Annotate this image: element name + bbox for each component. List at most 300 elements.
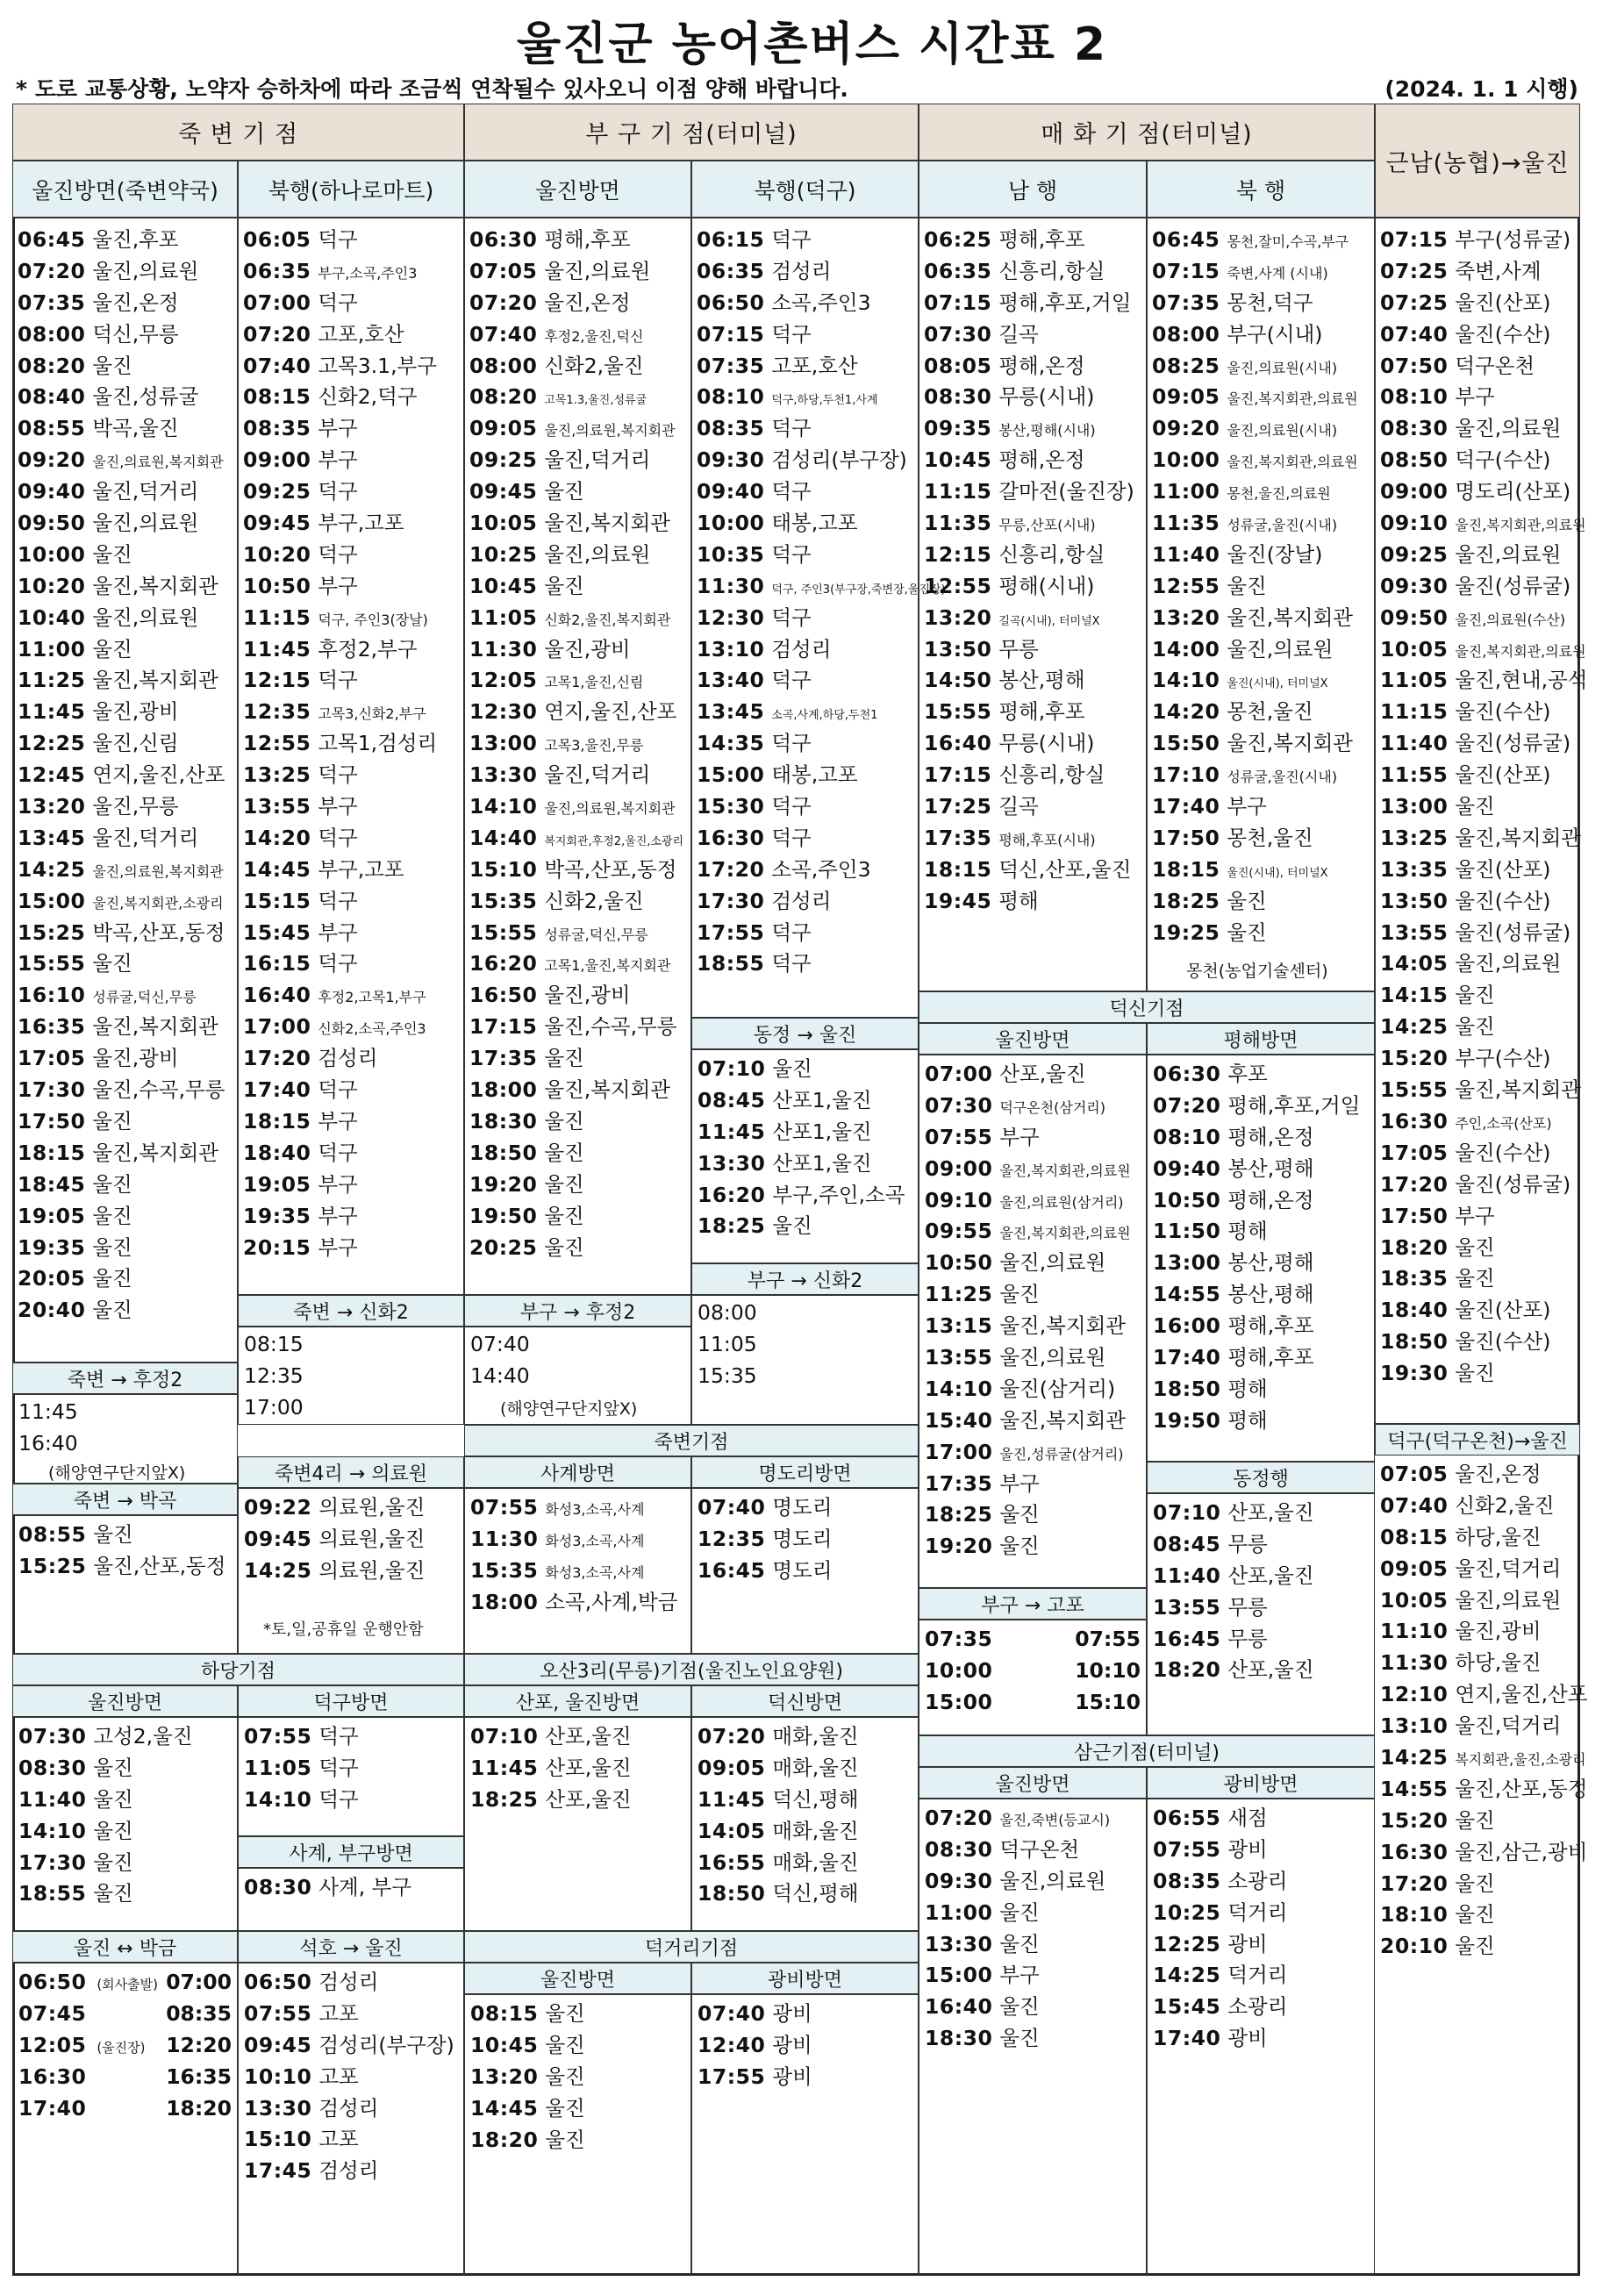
header-hadang-deokgu: 덕구방면	[238, 1685, 464, 1717]
destinations: 울진,복지회관	[1455, 825, 1581, 850]
timetable-row	[18, 2062, 239, 2093]
timetable-row	[1380, 1138, 1580, 1169]
destinations: 부구	[318, 416, 358, 441]
destinations: 고목3.1,부구	[318, 353, 437, 378]
timetable-row	[1153, 1279, 1376, 1311]
departure-time: 14:50	[924, 668, 992, 693]
departure-time: 08:30	[244, 1875, 312, 1899]
departure-time: 07:20	[243, 321, 311, 347]
timetable-row	[243, 445, 464, 476]
departure-time: 10:05	[469, 511, 538, 536]
destinations: 울진	[1455, 794, 1495, 819]
destinations: 울진,덕거리	[544, 762, 651, 788]
timetable-row	[698, 2062, 919, 2093]
header-hadang-sagye: 사계, 부구방면	[238, 1836, 464, 1868]
destinations: 소광리	[1227, 1994, 1288, 2020]
departure-time: 11:10	[1380, 1619, 1449, 1644]
departure-time: 19:30	[1380, 1361, 1449, 1386]
timetable-row	[18, 823, 238, 855]
timetable-row	[1380, 1554, 1580, 1585]
departure-time: 15:35	[469, 888, 538, 913]
timetable-row	[925, 1835, 1148, 1866]
header-jukbyeon: 죽 변 기 점	[12, 104, 464, 161]
departure-time: 14:20	[243, 825, 311, 850]
departure-time: 08:20	[18, 353, 86, 378]
timetable-row	[18, 1263, 238, 1295]
destinations: 울진	[999, 1534, 1040, 1559]
timetable-row	[18, 351, 238, 383]
departure-time: 12:45	[18, 762, 86, 788]
timetable-row	[1153, 1898, 1376, 1929]
timetable-row	[925, 1929, 1148, 1961]
departure-time: 14:10	[925, 1376, 993, 1401]
destinations: 고목3,울진,무릉	[544, 737, 644, 755]
departure-time: 09:20	[1152, 416, 1220, 441]
departure-time: 08:30	[925, 1836, 993, 1862]
timetable-row	[243, 918, 464, 949]
departure-time: 13:50	[1380, 888, 1449, 913]
destinations: 울진	[544, 1203, 584, 1228]
timetable-row	[1153, 1342, 1376, 1374]
arrival-time: 07:55	[1075, 1627, 1141, 1651]
destinations: 울진,복지회관	[92, 1014, 218, 1040]
timetable-row	[243, 823, 464, 855]
destinations: 평해,후포	[998, 699, 1085, 725]
timetable-row	[469, 1012, 691, 1043]
timetable-row	[469, 1201, 691, 1233]
departure-time: 17:50	[1152, 825, 1220, 850]
departure-time: 08:35	[697, 416, 765, 441]
departure-time: 14:25	[1380, 1014, 1449, 1040]
timetable-row	[698, 1148, 919, 1180]
departure-time: 07:55	[925, 1124, 993, 1149]
departure-time: 16:40	[925, 1994, 993, 2020]
departure-time: 13:35	[1380, 856, 1449, 882]
route-note: (울진장)	[97, 2039, 146, 2056]
timetable-row	[1153, 2023, 1376, 2055]
departure-time: 19:35	[243, 1203, 311, 1228]
departure-time: 09:25	[243, 479, 311, 504]
destinations: 울진,신림	[92, 731, 179, 756]
destinations: 평해	[1227, 1376, 1268, 1401]
departure-time: 13:30	[698, 1150, 766, 1176]
departure-time: 09:20	[18, 447, 86, 473]
timetable-row	[243, 288, 464, 319]
departure-time: 13:20	[924, 604, 992, 630]
destinations: 울진(성류굴)	[1455, 1171, 1571, 1197]
departure-time: 07:10	[1153, 1500, 1221, 1525]
timetable-row	[1152, 256, 1375, 288]
destinations: 검성리(부구장)	[771, 447, 907, 473]
departure-time: 10:00	[925, 1657, 993, 1683]
departure-time: 16:20	[469, 951, 538, 976]
destinations: 부구(수산)	[1455, 1046, 1551, 1071]
destinations: 고포,호산	[318, 321, 404, 347]
departure-time: 20:10	[1380, 1934, 1449, 1959]
departure-time: 12:15	[924, 541, 992, 567]
timetable-row	[470, 2125, 692, 2157]
timetable-row	[18, 1753, 239, 1785]
departure-time: 17:00	[925, 1439, 993, 1464]
timetable-row	[469, 508, 691, 540]
destinations: 박곡,산포,동정	[92, 919, 225, 945]
departure-time: 14:15	[1380, 983, 1449, 1008]
departure-time: 12:55	[924, 573, 992, 598]
timetable-row	[925, 1342, 1148, 1374]
timetable-row	[1152, 697, 1375, 728]
destinations: 새점	[1227, 1806, 1268, 1830]
departure-time: 17:40	[1153, 1345, 1221, 1370]
timetable-row	[18, 1878, 239, 1910]
departure-time: 07:55	[470, 1495, 539, 1520]
destinations: 울진	[544, 1108, 584, 1134]
destinations: 고목1,울진,복지회관	[544, 957, 671, 975]
departure-time: 15:00	[925, 1689, 993, 1714]
destinations: 울진,복지회관	[1227, 731, 1353, 756]
destinations: 울진,복지회관,소광리	[92, 894, 224, 912]
destinations: 덕구	[771, 794, 812, 819]
timetable-row	[925, 1960, 1148, 1992]
timetable-row	[924, 288, 1147, 319]
timetable-row	[1380, 508, 1586, 540]
timetable-row	[469, 728, 691, 760]
timetable-row	[697, 855, 919, 886]
departure-time: 07:10	[698, 1056, 766, 1081]
departure-time: 09:25	[1380, 541, 1449, 567]
departure-time: 09:05	[698, 1755, 766, 1780]
timetable-row	[698, 1848, 919, 1879]
departure-time: 16:35	[18, 1014, 86, 1040]
timetable-row	[243, 1169, 464, 1201]
destinations: 고목1,울진,신림	[544, 674, 644, 691]
departure-time: 06:50	[18, 1970, 87, 1994]
header-deoksin-pyeonghae: 평해방면	[1147, 1023, 1375, 1055]
departure-time: 15:00	[18, 888, 86, 913]
destinations: 부구	[1455, 384, 1495, 410]
departure-time: 18:25	[925, 1502, 993, 1527]
timetable-row	[1380, 1806, 1580, 1837]
box-jb4	[238, 1488, 464, 1654]
departure-time: 17:15	[469, 1014, 538, 1040]
timetable-row	[924, 445, 1147, 476]
departure-time: 11:25	[925, 1282, 993, 1307]
destinations: 덕구	[771, 919, 812, 945]
departure-time: 07:30	[925, 1092, 993, 1118]
destinations: 울진	[1455, 1014, 1495, 1040]
timetable-row	[925, 1216, 1148, 1248]
departure-time: 11:00	[18, 636, 86, 662]
list-bakgeum	[13, 1963, 239, 2124]
destinations: 고목1.3,울진,성류굴	[544, 394, 647, 408]
timetable-row	[18, 288, 238, 319]
departure-time: 15:25	[18, 919, 86, 945]
departure-time: 16:40	[924, 731, 992, 756]
destinations: 덕구, 주인3(장날)	[318, 611, 428, 628]
destinations: 고목1,검성리	[318, 731, 438, 756]
timetable-row	[697, 225, 919, 256]
timetable-row	[244, 2156, 465, 2187]
timetable-row	[243, 886, 464, 918]
timetable-row	[697, 288, 919, 319]
departure-time: 11:35	[924, 511, 992, 536]
header-deoksin-uljin: 울진방면	[919, 1023, 1147, 1055]
destinations: 덕구,하당,두천1,사계	[771, 394, 878, 408]
timetable-row	[1380, 665, 1588, 697]
departure-time: 06:35	[243, 258, 311, 283]
departure-time: 12:35	[698, 1526, 766, 1551]
destinations: 매화,울진	[772, 1724, 859, 1749]
departure-time: 14:55	[1153, 1282, 1221, 1307]
destinations: 울진,광비	[92, 699, 179, 725]
timetable-row	[925, 1311, 1148, 1342]
departure-time: 19:50	[469, 1203, 538, 1228]
destinations: 성류굴,울진(시내)	[1227, 769, 1338, 786]
timetable-row	[924, 476, 1147, 508]
destinations: 울진	[772, 1213, 812, 1239]
timetable-row	[698, 1878, 919, 1910]
box-bugu-gopo	[919, 1620, 1147, 1735]
timetable-row	[698, 1721, 919, 1753]
destinations: 신흥리,항실	[998, 762, 1105, 788]
time-cell: 12:35	[244, 1363, 304, 1388]
header-osan-deoksin: 덕신방면	[691, 1685, 919, 1717]
timetable-row	[1380, 603, 1580, 634]
destinations: 평해,온정	[998, 353, 1085, 378]
timetable-row	[1152, 665, 1375, 697]
timetable-row	[1153, 1374, 1376, 1405]
departure-time: 13:20	[470, 2064, 539, 2089]
destinations: 평해(시내)	[998, 573, 1095, 598]
destinations: 고포,호산	[771, 353, 858, 378]
timetable-row	[1153, 1185, 1376, 1217]
departure-time: 20:05	[18, 1266, 86, 1291]
destinations: 울진(수산)	[1455, 888, 1551, 913]
box-osan-deoksin	[691, 1717, 919, 1931]
timetable-row	[925, 1279, 1148, 1311]
departure-time: 17:40	[18, 2095, 87, 2121]
destinations: 신흥리,항실	[998, 258, 1105, 283]
destinations: 울진,의료원	[1227, 636, 1334, 662]
timetable-row	[18, 886, 238, 918]
timetable-row	[1380, 382, 1580, 413]
destinations: 울진,죽변(등교시)	[999, 1812, 1111, 1828]
departure-time: 08:35	[1153, 1868, 1221, 1893]
departure-time: 17:35	[924, 825, 992, 850]
destinations: 울진(장날)	[1227, 541, 1323, 567]
header-bg-hujeong2: 부구 → 후정2	[464, 1295, 691, 1327]
list-bugu-gopo	[919, 1620, 1148, 1719]
destinations: 평해,후포	[1227, 1345, 1314, 1370]
destinations: 울진,광비	[544, 983, 631, 1008]
timetable-row	[1153, 1216, 1376, 1248]
destinations: 울진	[92, 1108, 132, 1134]
destinations: 몽천,덕구	[1227, 290, 1313, 315]
departure-time: 14:05	[1380, 951, 1449, 976]
timetable-row	[1380, 1522, 1580, 1554]
timetable-row	[1153, 1154, 1376, 1185]
departure-time: 08:55	[18, 416, 86, 441]
destinations: 화성3,소곡,사계	[545, 1532, 645, 1549]
header-samgeun: 삼근기점(터미널)	[919, 1735, 1375, 1767]
destinations: 울진,복지회관	[544, 511, 670, 536]
timetable-row	[925, 1248, 1148, 1279]
timetable-row	[18, 2093, 239, 2125]
destinations: 울진	[544, 1234, 584, 1260]
destinations: 소광리	[1227, 1868, 1288, 1893]
destinations: 울진,복지회관,의료원	[1227, 454, 1358, 471]
time-cell: 11:05	[698, 1332, 757, 1356]
departure-time: 11:30	[1380, 1650, 1449, 1676]
departure-time: 06:45	[1152, 227, 1220, 252]
departure-time: 07:35	[925, 1627, 993, 1651]
destinations: 울진(산포)	[1455, 290, 1551, 315]
timetable-row	[18, 980, 238, 1012]
departure-time: 10:45	[924, 447, 992, 473]
timetable-row	[1152, 351, 1375, 383]
destinations: 부구	[318, 1234, 358, 1260]
list-hadang-uljin	[13, 1718, 239, 1910]
departure-time: 17:10	[1152, 762, 1220, 788]
destinations: 연지,울진,산포	[1455, 1682, 1588, 1707]
destinations: 검성리	[771, 258, 832, 283]
destinations: 신화2,소곡,주인3	[318, 1020, 426, 1038]
timetable-row	[1380, 918, 1580, 949]
departure-time: 12:10	[1380, 1682, 1449, 1707]
destinations: 울진	[93, 1522, 133, 1547]
header-hadang: 하당기점	[12, 1654, 464, 1685]
timetable-row	[244, 2030, 465, 2062]
destinations: 울진,후포	[92, 227, 179, 252]
destinations: 평해,온정	[998, 447, 1085, 473]
departure-time: 18:35	[1380, 1266, 1449, 1291]
departure-time: 06:30	[469, 227, 538, 252]
destinations: 울진	[544, 1171, 584, 1197]
departure-time: 09:00	[243, 447, 311, 473]
departure-time: 13:25	[1380, 825, 1449, 850]
timetable-row	[697, 508, 919, 540]
header-deokgeori-gwangbi: 광비방면	[691, 1963, 919, 1994]
departure-time: 08:15	[1380, 1524, 1449, 1549]
timetable-row	[18, 1816, 239, 1848]
timetable-row	[1380, 413, 1580, 445]
destinations: 울진,의료원	[92, 511, 199, 536]
header-myeongdo: 명도리방면	[691, 1456, 919, 1488]
departure-time: 07:55	[244, 2000, 312, 2026]
destinations: 울진,의료원(삼거리)	[999, 1193, 1124, 1211]
timetable-row	[1380, 728, 1580, 760]
departure-time: 12:55	[243, 731, 311, 756]
time-cell: 16:40	[18, 1431, 78, 1456]
timetable-row	[1153, 1866, 1376, 1898]
destinations: 갈마전(울진장)	[998, 479, 1134, 504]
list-osan-sanpo	[465, 1718, 692, 1816]
destinations: 부구	[318, 794, 358, 819]
header-deokgeori: 덕거리기점	[464, 1931, 919, 1963]
timetable-row	[1380, 1837, 1588, 1869]
destinations: 주인,소곡(산포)	[1455, 1114, 1552, 1132]
departure-time: 17:40	[1152, 794, 1220, 819]
departure-time: 19:50	[1153, 1407, 1221, 1433]
destinations: 의료원,울진	[318, 1526, 426, 1551]
destinations: 복지회관,울진,소광리	[1455, 1751, 1586, 1769]
time-cell: 15:35	[698, 1363, 757, 1388]
departure-time: 10:05	[1380, 1587, 1449, 1613]
timetable-row	[469, 760, 691, 791]
timetable-row	[697, 476, 919, 508]
destinations: 덕구	[771, 604, 812, 630]
departure-time: 14:40	[469, 825, 538, 850]
destinations: 울진	[1455, 983, 1495, 1008]
departure-time: 11:45	[698, 1786, 766, 1812]
destinations: 평해	[1227, 1407, 1268, 1433]
departure-time: 14:25	[1153, 1963, 1221, 1988]
destinations: 광비	[772, 2032, 812, 2057]
route-note: (회사출발)	[97, 1977, 158, 1992]
box-deoksin-uljin	[919, 1055, 1147, 1588]
departure-time: 13:30	[469, 762, 538, 788]
timetable-row	[243, 225, 464, 256]
timetable-row	[243, 760, 464, 791]
destinations: 평해,후포	[1227, 1313, 1314, 1339]
departure-time: 18:50	[698, 1881, 766, 1906]
departure-time: 18:00	[470, 1589, 539, 1614]
destinations: 신화2,울진	[544, 888, 644, 913]
timetable-row	[1152, 886, 1375, 918]
timetable-row	[243, 1138, 464, 1169]
subheader-mh-north: 북 행	[1147, 161, 1375, 218]
box-hadang-sagye	[238, 1868, 464, 1931]
destinations: 산포,울진	[1227, 1563, 1314, 1588]
timetable-row	[1153, 1992, 1376, 2023]
departure-time: 15:50	[1152, 731, 1220, 756]
destinations: 울진	[92, 1203, 132, 1228]
timetable-row	[1152, 791, 1375, 823]
destinations: 광비	[1227, 1836, 1268, 1862]
time-cell: 08:00	[698, 1300, 757, 1325]
departure-time: 07:40	[1380, 1492, 1449, 1518]
destinations: 울진	[1455, 1934, 1495, 1959]
timetable-row	[469, 1043, 691, 1075]
timetable-row	[1380, 1774, 1588, 1806]
departure-time: 17:40	[1153, 2026, 1221, 2051]
departure-time: 18:40	[1380, 1298, 1449, 1323]
timetable-row	[18, 1169, 238, 1201]
destinations: 울진	[544, 479, 584, 504]
timetable-row	[924, 728, 1147, 760]
destinations: 덕구	[771, 731, 812, 756]
departure-time: 13:30	[925, 1931, 993, 1956]
destinations: 울진(성류굴)	[1455, 919, 1571, 945]
timetable-row	[925, 1059, 1148, 1091]
departure-time: 08:50	[1380, 447, 1449, 473]
destinations: 무릉	[998, 636, 1039, 662]
timetable-row	[18, 1999, 239, 2030]
departure-time: 16:45	[698, 1557, 766, 1583]
departure-time: 10:00	[1152, 447, 1220, 473]
destinations: 울진,복지회관	[92, 668, 218, 693]
timetable-row	[469, 791, 691, 823]
timetable-row	[18, 918, 238, 949]
destinations: 울진	[544, 1046, 584, 1071]
timetable-row	[1380, 288, 1580, 319]
timetable-row	[243, 571, 464, 603]
timetable-row	[18, 413, 238, 445]
departure-time: 17:35	[469, 1046, 538, 1071]
destinations: 부구,고포	[318, 856, 404, 882]
departure-time: 12:25	[1153, 1931, 1221, 1956]
header-jb-sinhwa2: 죽변 → 신화2	[238, 1295, 464, 1327]
departure-time: 13:55	[1380, 919, 1449, 945]
